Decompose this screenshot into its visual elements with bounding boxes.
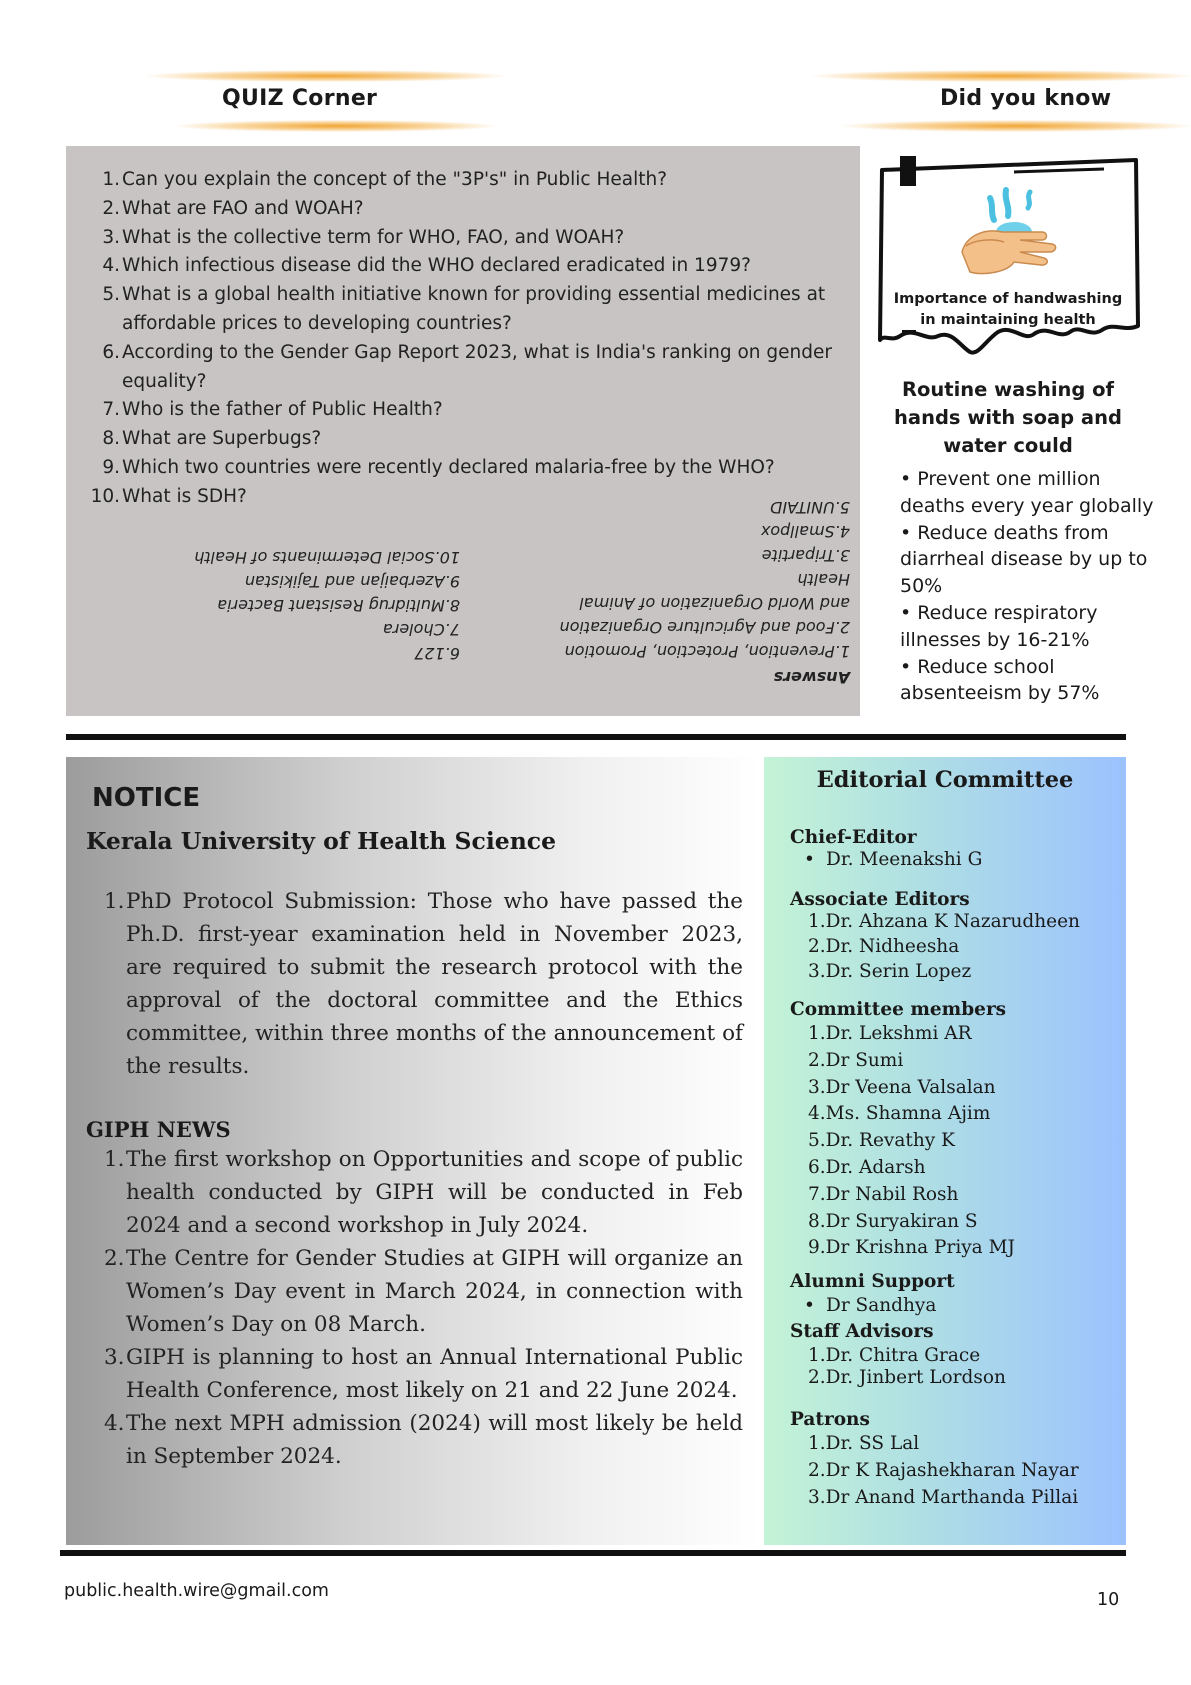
- quiz-question-text: Which infectious disease did the WHO declared eradicated in 1979?: [122, 255, 751, 277]
- quiz-question-text: According to the Gender Gap Report 2023, what is India's ranking on gender equality?: [122, 341, 832, 392]
- notice-title: NOTICE: [92, 783, 201, 813]
- notice-item-number: 3.: [104, 1345, 125, 1370]
- quiz-question-number: 2.: [102, 197, 120, 219]
- committee-member: 7.Dr Nabil Rosh: [808, 1183, 959, 1205]
- quiz-question-number: 9.: [102, 456, 120, 478]
- divider-top: [66, 734, 1126, 740]
- alumni-support-label: Alumni Support: [790, 1271, 955, 1292]
- answers-column-1: [470, 495, 850, 689]
- quiz-answers-upside-down: [140, 498, 890, 704]
- quiz-question: [102, 425, 852, 454]
- notice-item: [104, 1407, 743, 1473]
- staff-advisor: 1.Dr. Chitra Grace: [808, 1345, 981, 1366]
- answers-label: Answers: [773, 668, 850, 687]
- answer-item: 8.Multidrug Resistant Bacteria: [217, 596, 460, 615]
- quiz-question: [102, 339, 852, 397]
- quiz-question-number: 7.: [102, 399, 120, 421]
- notice-item: [104, 1143, 743, 1242]
- chief-editor-label: Chief-Editor: [790, 827, 917, 848]
- alumni-support-name: • Dr Sandhya: [826, 1295, 936, 1316]
- patrons-list: [808, 1431, 1079, 1511]
- answer-item: 4.Smallpox: [760, 522, 850, 541]
- answer-item: Health: [797, 570, 850, 589]
- staff-advisor: 2.Dr. Jinbert Lordson: [808, 1367, 1006, 1388]
- patron: 2.Dr K Rajashekharan Nayar: [808, 1459, 1079, 1481]
- notice-item-text: The Centre for Gender Studies at GIPH will organize an Women’s Day event in March 2024, in connection with Women’s Day on 08 March.: [126, 1246, 743, 1337]
- editorial-title: Editorial Committee: [816, 767, 1074, 793]
- quiz-header-title: QUIZ Corner: [222, 86, 378, 111]
- quiz-question-text: Which two countries were recently declared malaria-free by the WHO?: [122, 456, 775, 478]
- notice-item-number: 1.: [104, 889, 125, 914]
- quiz-question-text: What is a global health initiative known for providing essential medicines at affordable prices to developing countries?: [122, 284, 826, 334]
- quiz-question: [102, 396, 852, 425]
- footer-email-link[interactable]: public.health.wire@gmail.com: [64, 1581, 329, 1601]
- notice-item: [104, 885, 743, 1083]
- quiz-question-number: 8.: [102, 428, 120, 450]
- patron: 1.Dr. SS Lal: [808, 1433, 920, 1454]
- committee-member: 9.Dr Krishna Priya MJ: [808, 1237, 1015, 1259]
- notice-item-text: The next MPH admission (2024) will most likely be held in September 2024.: [126, 1411, 743, 1469]
- notice-item-number: 2.: [104, 1246, 125, 1271]
- dyk-bullet: • Prevent one million deaths every year globally: [900, 468, 1154, 517]
- quiz-question-text: What is the collective term for WHO, FAO, and WOAH?: [122, 226, 625, 248]
- committee-member: 5.Dr. Revathy K: [808, 1130, 955, 1152]
- chief-editor-name: • Dr. Meenakshi G: [826, 849, 982, 870]
- answer-item: 5.UNITAID: [770, 498, 850, 517]
- committee-member: 8.Dr Suryakiran S: [808, 1210, 978, 1232]
- notice-item: [104, 1341, 743, 1407]
- quiz-question-text: Who is the father of Public Health?: [122, 399, 443, 421]
- handwashing-card: [874, 156, 1142, 356]
- notice-list: [104, 885, 743, 1083]
- notice-item: [104, 1242, 743, 1341]
- answer-item: 2.Food and Agriculture Organization: [559, 618, 850, 637]
- quiz-question-number: 3.: [102, 226, 120, 248]
- quiz-question-number: 4.: [102, 255, 120, 277]
- staff-advisors-list: [808, 1345, 1006, 1389]
- answer-item: 7.Cholera: [382, 620, 460, 639]
- quiz-question-number: 6.: [102, 341, 120, 363]
- dyk-subtitle: Routine washing of hands with soap and water could: [894, 378, 1122, 457]
- quiz-question: [102, 252, 852, 281]
- quiz-question: [102, 195, 852, 224]
- quiz-question-list: [90, 166, 852, 512]
- editorial-committee-panel: [764, 757, 1126, 1545]
- associate-editors-label: Associate Editors: [790, 889, 970, 910]
- patron: 3.Dr Anand Marthanda Pillai: [808, 1486, 1079, 1508]
- handwashing-caption: Importance of handwashing in maintaining health: [893, 291, 1123, 328]
- quiz-question: [102, 281, 852, 339]
- notice-item-number: 1.: [104, 1147, 125, 1172]
- committee-member: 2.Dr Sumi: [808, 1049, 904, 1071]
- associate-editor: 3.Dr. Serin Lopez: [808, 961, 972, 982]
- answers-column-2: [160, 545, 460, 689]
- notice-item-text: The first workshop on Opportunities and scope of public health conducted by GIPH will be conducted in Feb 2024 and a second workshop in July 2024.: [126, 1147, 743, 1238]
- associate-editor: 1.Dr. Ahzana K Nazarudheen: [808, 911, 1080, 932]
- answer-item: 9.Azerbaijan and Tajikistan: [244, 572, 460, 591]
- notice-item-number: 4.: [104, 1411, 125, 1436]
- committee-members-list: [808, 1021, 1015, 1262]
- quiz-question-number: 1.: [102, 169, 120, 190]
- committee-members-label: Committee members: [790, 999, 1007, 1020]
- dyk-header: [812, 62, 1191, 134]
- quiz-question: [102, 166, 852, 195]
- giph-news-list: [104, 1143, 743, 1473]
- divider-bottom: [60, 1550, 1126, 1556]
- dyk-bullet: • Reduce school absenteeism by 57%: [900, 655, 1100, 705]
- quiz-question: [102, 224, 852, 253]
- committee-member: 4.Ms. Shamna Ajim: [808, 1103, 991, 1125]
- handwashing-icon: [944, 182, 1074, 282]
- notice-item-text: GIPH is planning to host an Annual International Public Health Conference, most likely on 21 and 22 June 2024.: [126, 1345, 743, 1403]
- committee-member: 3.Dr Veena Valsalan: [808, 1076, 996, 1098]
- answer-item: 10.Social Determinants of Health: [194, 548, 460, 567]
- quiz-question-text: Can you explain the concept of the "3P's" in Public Health?: [122, 169, 668, 190]
- quiz-question-number: 10.: [90, 485, 120, 507]
- quiz-question-text: What are Superbugs?: [122, 428, 322, 450]
- quiz-header: [136, 62, 516, 134]
- associate-editor: 2.Dr. Nidheesha: [808, 936, 960, 957]
- answer-item: 1.Prevention, Protection, Promotion: [564, 642, 850, 661]
- quiz-question-text: What are FAO and WOAH?: [122, 197, 364, 219]
- dyk-header-title: Did you know: [940, 86, 1112, 111]
- quiz-question-number: 5.: [102, 284, 120, 306]
- staff-advisors-label: Staff Advisors: [790, 1321, 934, 1342]
- answer-item: 3.Tripartite: [761, 546, 850, 565]
- answer-item: and World Organization of Animal: [579, 594, 850, 613]
- quiz-question-text: What is SDH?: [122, 485, 247, 507]
- committee-member: 1.Dr. Lekshmi AR: [808, 1023, 972, 1044]
- dyk-bullet: • Reduce respiratory illnesses by 16-21%: [900, 601, 1098, 651]
- notice-university: Kerala University of Health Science: [86, 827, 557, 855]
- notice-panel: [66, 757, 760, 1545]
- page-number: 10: [1097, 1590, 1120, 1610]
- patrons-label: Patrons: [790, 1409, 870, 1430]
- dyk-bullet: • Reduce deaths from diarrheal disease by up to 50%: [900, 521, 1148, 598]
- answer-item: 6.127: [414, 644, 460, 663]
- quiz-question: [102, 454, 852, 483]
- quiz-box: [66, 146, 860, 716]
- committee-member: 6.Dr. Adarsh: [808, 1156, 926, 1178]
- notice-item-text: PhD Protocol Submission: Those who have passed the Ph.D. first-year examination held in November 2023, are required to submit the research protocol with the approval of the doctoral committee and the Ethics committee, within three months of the announcement of the results.: [126, 889, 743, 1079]
- dyk-bullet-list: [900, 466, 1160, 707]
- giph-news-title: GIPH NEWS: [86, 1117, 231, 1142]
- associate-editors-list: [808, 909, 1080, 984]
